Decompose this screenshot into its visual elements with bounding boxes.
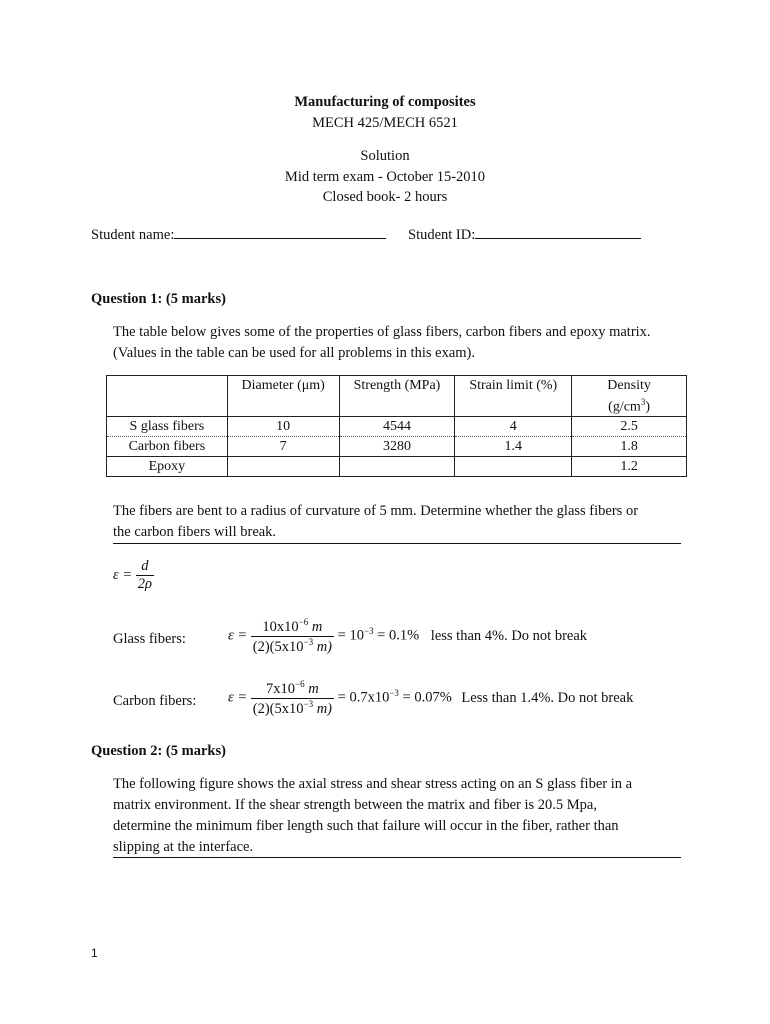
table-header-row — [107, 376, 687, 417]
question-1-problem-line2: the carbon fibers will break. — [113, 524, 277, 540]
question-2-line2: matrix environment. If the shear strength between the matrix and fiber is 20.5 Mpa, — [113, 797, 597, 813]
row-diameter: 10 — [227, 416, 339, 436]
row-strain: 4 — [455, 416, 572, 436]
student-id-label: Student ID: — [408, 227, 476, 243]
question-2-heading: Question 2: (5 marks) — [91, 743, 226, 759]
row-name: Epoxy — [107, 456, 228, 476]
glass-fibers-note: less than 4%. Do not break — [430, 627, 588, 644]
table-header-diameter: Diameter (μm) — [227, 376, 339, 417]
row-density: 1.8 — [572, 436, 687, 456]
table-header-density — [572, 376, 687, 417]
table-header-blank — [107, 376, 228, 417]
density-label: Density — [607, 378, 651, 393]
row-name: S glass fibers — [107, 416, 228, 436]
properties-table — [106, 375, 687, 477]
question-1-heading: Question 1: (5 marks) — [91, 291, 226, 307]
carbon-fibers-formula: ε = $\frac{7x10^{-6} m}{(2)(5x10^{-3} m)}$ = $0.7x10^{-3} = 0.07\%$ Less than 1.4%. Do not break — [228, 679, 634, 717]
row-diameter — [227, 456, 339, 476]
glass-fibers-label: Glass fibers: — [113, 631, 186, 647]
student-id-row — [408, 224, 641, 244]
carbon-fibers-label: Carbon fibers: — [113, 693, 197, 709]
row-strength: 4544 — [339, 416, 455, 436]
strain-formula: ε = $\frac{d}{2\rho}$ — [113, 558, 152, 592]
table-header-strength: Strength (MPa) — [339, 376, 455, 417]
question-2-line1: The following figure shows the axial stress and shear stress acting on an S glass fiber in a — [113, 776, 633, 792]
answer-divider — [113, 543, 681, 544]
row-diameter: 7 — [227, 436, 339, 456]
question-1-intro-line2: (Values in the table can be used for all problems in this exam). — [113, 345, 475, 361]
table-header-strain: Strain limit (%) — [455, 376, 572, 417]
question-2-line3: determine the minimum fiber length such that failure will occur in the fiber, rather than — [113, 818, 619, 834]
row-strain: 1.4 — [455, 436, 572, 456]
question-1-problem-line1: The fibers are bent to a radius of curvature of 5 mm. Determine whether the glass fibers or — [113, 503, 639, 519]
row-density: 2.5 — [572, 416, 687, 436]
row-name: Carbon fibers — [107, 436, 228, 456]
row-strain — [455, 456, 572, 476]
document-title: Manufacturing of composites — [294, 94, 476, 110]
row-density: 1.2 — [572, 456, 687, 476]
table-row — [107, 456, 687, 476]
student-id-field[interactable] — [475, 224, 641, 239]
question-1-intro-line1: The table below gives some of the properties of glass fibers, carbon fibers and epoxy matrix. — [113, 324, 651, 340]
student-name-row — [91, 224, 386, 244]
exam-date: Mid term exam - October 15-2010 — [284, 169, 486, 185]
student-name-field[interactable] — [174, 224, 386, 239]
exam-rules: Closed book- 2 hours — [322, 189, 448, 205]
solution-label: Solution — [360, 148, 410, 164]
table-row — [107, 436, 687, 456]
course-code: MECH 425/MECH 6521 — [312, 115, 458, 131]
student-name-label: Student name: — [91, 227, 175, 243]
question-2-divider — [113, 857, 681, 858]
density-unit: $(g/cm^3)$ — [608, 397, 650, 415]
question-2-line4: slipping at the interface. — [113, 839, 254, 855]
page-number: 1 — [91, 946, 98, 960]
row-strength: 3280 — [339, 436, 455, 456]
table-row — [107, 416, 687, 436]
row-strength — [339, 456, 455, 476]
carbon-fibers-note: Less than 1.4%. Do not break — [461, 689, 634, 706]
glass-fibers-formula: ε = $\frac{10x10^{-6} m}{(2)(5x10^{-3} m)}$ = $10^{-3} = 0.1\%$ less than 4%. Do not break — [228, 617, 588, 655]
